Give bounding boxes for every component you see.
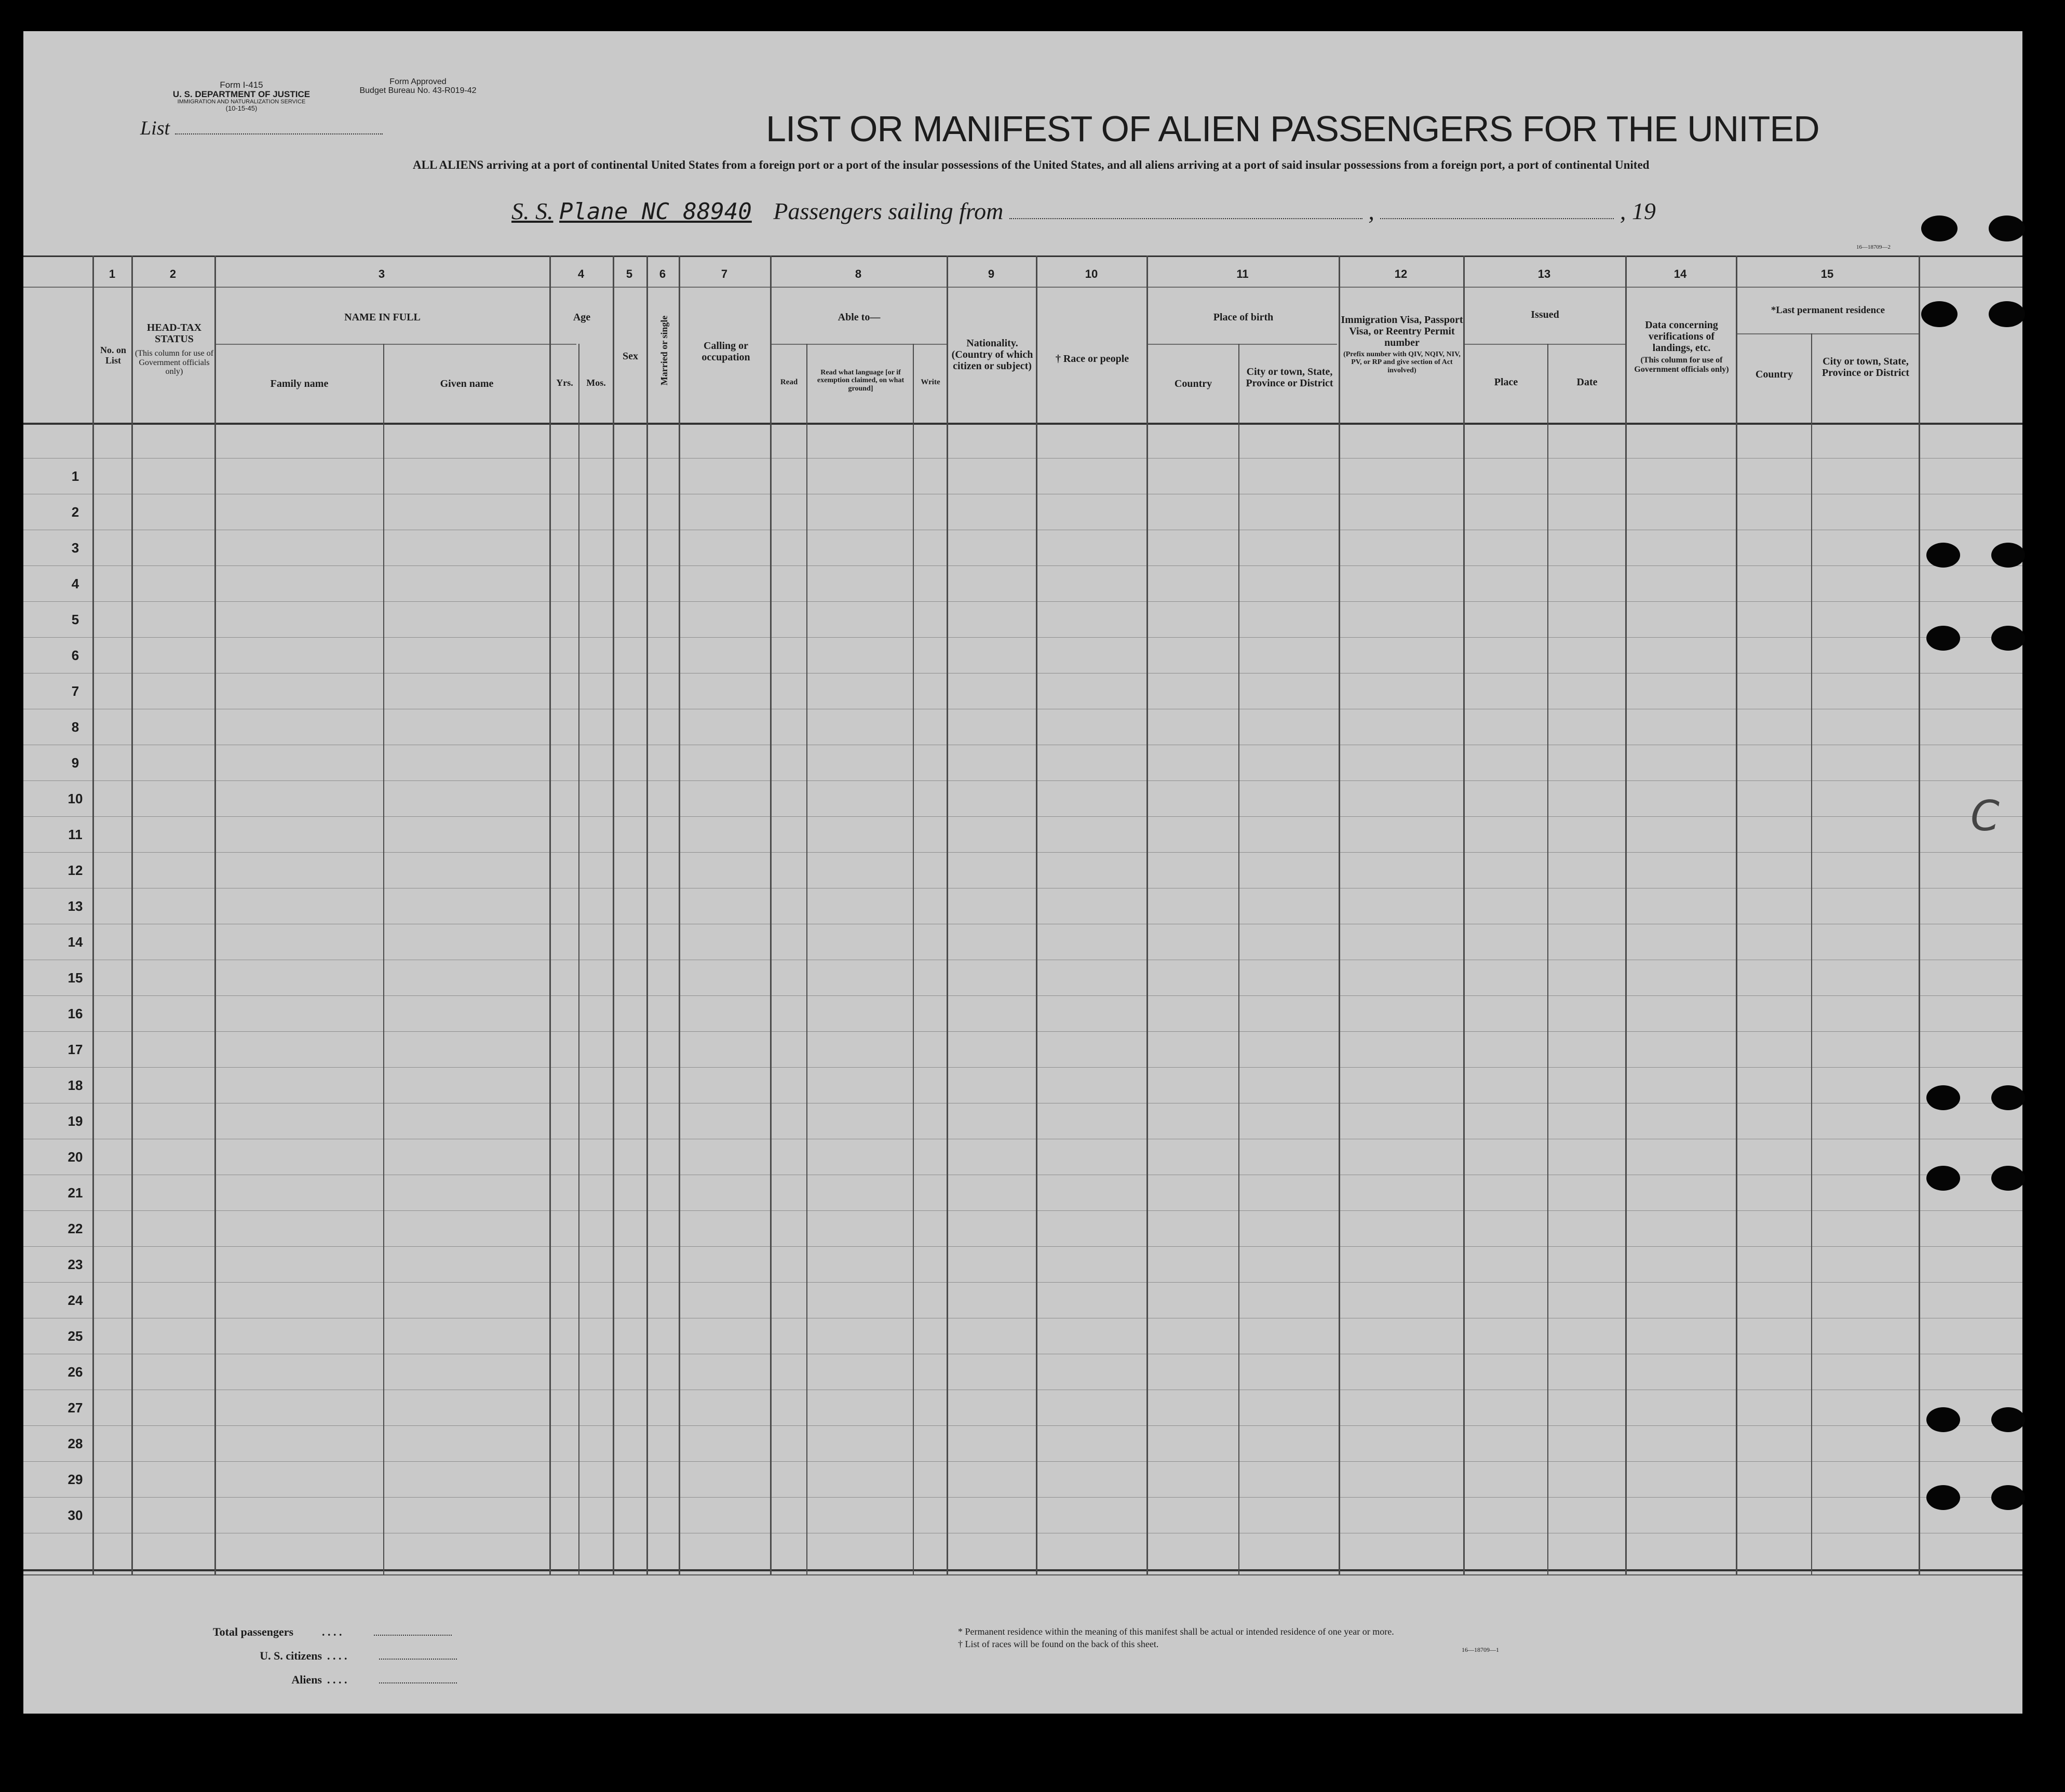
row-number: 8 xyxy=(71,719,79,735)
row-number: 26 xyxy=(68,1364,83,1380)
header-data-concerning xyxy=(1627,319,1736,374)
sailing-value[interactable] xyxy=(1009,218,1362,219)
row-number: 7 xyxy=(71,683,79,699)
header-calling: Calling or occupation xyxy=(701,340,750,363)
colnum-9: 9 xyxy=(988,267,995,280)
header-read-language: Read what language [or if exemption claimed, on what ground] xyxy=(817,369,905,393)
footnote-residence: * Permanent residence within the meaning of this manifest shall be actual or intended residence of one year or more. xyxy=(958,1626,1394,1637)
row-number: 16 xyxy=(68,1006,83,1021)
dots: . . . . xyxy=(327,1649,347,1662)
colnum-15: 15 xyxy=(1820,267,1834,280)
header-married: Married or single xyxy=(659,315,670,386)
row-number: 13 xyxy=(68,898,83,914)
table-bottom-border2 xyxy=(23,1574,2022,1575)
header-sex: Sex xyxy=(623,351,638,362)
head-tax-note: (This column for use of Government officials only) xyxy=(134,349,214,376)
total-passengers-label: Total passengers xyxy=(213,1625,294,1638)
us-citizens-label: U. S. citizens xyxy=(260,1649,322,1662)
revision: (10-15-45) xyxy=(225,104,258,113)
row-number: 4 xyxy=(71,576,79,591)
row-number: 10 xyxy=(68,791,83,806)
header-mos: Mos. xyxy=(586,378,606,388)
visa-label: Immigration Visa, Passport Visa, or Reentry Permit number xyxy=(1341,314,1463,348)
colnum-1: 1 xyxy=(109,267,116,280)
header-bottom-border xyxy=(23,423,2022,425)
us-citizens-field[interactable] xyxy=(379,1659,457,1660)
colnum-3: 3 xyxy=(378,267,385,280)
row-number: 18 xyxy=(68,1077,83,1093)
header-head-tax xyxy=(134,322,214,376)
row-number: 12 xyxy=(68,863,83,878)
row-number: 20 xyxy=(68,1149,83,1165)
colnum-14: 14 xyxy=(1673,267,1687,280)
header-no-on-list: No. on List xyxy=(100,345,126,366)
row-number: 27 xyxy=(68,1400,83,1416)
colnum-7: 7 xyxy=(721,267,728,280)
ss-label: S. S. xyxy=(511,198,554,224)
totals-block xyxy=(213,1620,457,1692)
header-yrs: Yrs. xyxy=(556,378,573,388)
colnum-2: 2 xyxy=(169,267,177,280)
row-number: 11 xyxy=(68,827,83,842)
year-prefix: 19 xyxy=(1631,198,1656,224)
footnote-races: † List of races will be found on the back of this sheet. xyxy=(958,1639,1159,1649)
table-bottom-border xyxy=(23,1569,2022,1571)
data-concerning-label: Data concerning verifications of landings, etc. xyxy=(1645,319,1718,354)
row-number: 22 xyxy=(68,1221,83,1236)
colnum-11: 11 xyxy=(1236,267,1249,280)
header-residence-country: Country xyxy=(1755,369,1793,380)
form-code: 16—18709—2 xyxy=(1856,244,1891,250)
header-last-residence: *Last permanent residence xyxy=(1771,305,1885,316)
colnum-13: 13 xyxy=(1537,267,1551,280)
form-block xyxy=(143,80,340,112)
issued-subrule xyxy=(1464,344,1625,345)
margin-mark: C xyxy=(1970,792,2000,840)
budget: Budget Bureau No. 43-R019-42 xyxy=(359,86,477,95)
row-number: 15 xyxy=(68,970,83,986)
header-issued-date: Date xyxy=(1576,376,1598,388)
manifest-sheet xyxy=(23,31,2022,1714)
dots: . . . . xyxy=(322,1625,342,1638)
row-number: 23 xyxy=(68,1257,83,1272)
birth-subrule xyxy=(1148,344,1337,345)
list-value[interactable] xyxy=(175,133,383,134)
header-place-of-birth: Place of birth xyxy=(1213,312,1274,323)
approval-block xyxy=(335,78,501,96)
header-given-name: Given name xyxy=(440,378,494,389)
name-subrule xyxy=(215,344,576,345)
header-family-name: Family name xyxy=(270,378,329,389)
list-label: List xyxy=(140,117,170,139)
row-number: 3 xyxy=(71,540,79,556)
vessel-line: S. S. Plane NC 88940 Passengers sailing from , , 19 xyxy=(511,198,1656,225)
date-value[interactable] xyxy=(1380,218,1614,219)
header-nationality: Nationality. (Country of which citizen or subject) xyxy=(951,338,1033,372)
footnotes xyxy=(958,1625,1633,1650)
colnum-12: 12 xyxy=(1394,267,1408,280)
total-passengers-field[interactable] xyxy=(374,1635,452,1636)
approved: Form Approved xyxy=(389,77,447,86)
head-tax-label: HEAD-TAX STATUS xyxy=(146,322,202,345)
header-age: Age xyxy=(573,312,591,323)
row-number: 29 xyxy=(68,1472,83,1487)
row-number: 24 xyxy=(68,1292,83,1308)
header-visa xyxy=(1341,314,1463,374)
row-number: 9 xyxy=(71,755,79,771)
row-number: 25 xyxy=(68,1328,83,1344)
table-top-border xyxy=(23,255,2022,257)
data-concerning-note: (This column for use of Government officials only) xyxy=(1634,356,1729,374)
row-number: 28 xyxy=(68,1436,83,1451)
page-title: LIST OR MANIFEST OF ALIEN PASSENGERS FOR THE UNITED xyxy=(766,109,1819,149)
row-number: 19 xyxy=(68,1113,83,1129)
header-race: † Race or people xyxy=(1055,353,1129,365)
aliens-field[interactable] xyxy=(379,1682,457,1683)
residence-subrule xyxy=(1737,333,1919,334)
colnum-divider xyxy=(23,287,2022,288)
header-issued-place: Place xyxy=(1494,376,1518,388)
aliens-label: Aliens xyxy=(291,1673,322,1686)
header-birth-city: City or town, State, Province or District xyxy=(1246,366,1333,389)
form-number: Form I-415 xyxy=(220,80,263,90)
footnote-code: 16—18709—1 xyxy=(1462,1646,1499,1653)
header-residence-city: City or town, State, Province or District xyxy=(1821,356,1910,379)
header-able-to: Able to— xyxy=(838,312,881,323)
row-number: 14 xyxy=(68,934,83,950)
row-number: 2 xyxy=(71,504,79,520)
header-issued: Issued xyxy=(1531,309,1559,320)
subtitle: ALL ALIENS arriving at a port of continental United States from a foreign port or a port of the insular possessions of the United States, and all aliens arriving at a port of said insular possessions from a foreign port, a port of continental United xyxy=(413,158,1650,171)
row-number: 17 xyxy=(68,1042,83,1057)
row-number: 1 xyxy=(71,468,79,484)
colnum-6: 6 xyxy=(659,267,666,280)
colnum-4: 4 xyxy=(577,267,585,280)
header-name-in-full: NAME IN FULL xyxy=(344,312,421,323)
colnum-5: 5 xyxy=(626,267,633,280)
visa-note: (Prefix number with QIV, NQIV, NIV, PV, or RP and give section of Act involved) xyxy=(1343,351,1461,374)
row-number: 6 xyxy=(71,648,79,663)
service: IMMIGRATION AND NATURALIZATION SERVICE xyxy=(177,98,306,105)
colnum-10: 10 xyxy=(1085,267,1098,280)
row-number: 5 xyxy=(71,612,79,627)
header-write: Write xyxy=(921,378,940,386)
row-number: 21 xyxy=(68,1185,83,1201)
list-field xyxy=(140,117,383,140)
sailing-label: Passengers sailing from xyxy=(773,198,1004,224)
colnum-8: 8 xyxy=(855,267,862,280)
dots: . . . . xyxy=(327,1673,347,1686)
row-number: 30 xyxy=(68,1507,83,1523)
header-birth-country: Country xyxy=(1174,378,1212,389)
department: U. S. DEPARTMENT OF JUSTICE xyxy=(172,89,311,99)
able-subrule xyxy=(771,344,948,345)
header-read: Read xyxy=(780,378,798,386)
ss-value[interactable]: Plane NC 88940 xyxy=(559,198,752,225)
